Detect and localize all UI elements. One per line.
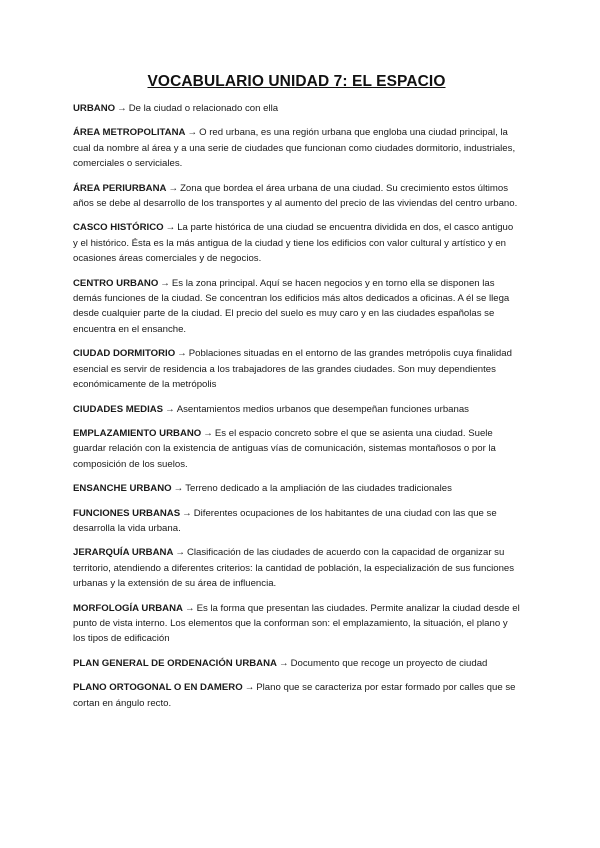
entry-area-periurbana bbox=[73, 181, 520, 212]
term-label: ÁREA METROPOLITANA bbox=[73, 127, 186, 139]
entry-ciudades-medias bbox=[73, 402, 520, 417]
term-label: JERARQUÍA URBANA bbox=[73, 547, 174, 559]
term-label: EMPLAZAMIENTO URBANO bbox=[73, 427, 202, 439]
entry-jerarquia-urbana bbox=[73, 545, 520, 591]
arrow-icon: → bbox=[187, 127, 198, 139]
entry-plan-general-ordenacion-urbana bbox=[73, 656, 520, 671]
definition-text: Es la zona principal. Aquí se hacen negocios y en torno ella se disponen las demás funciones de la ciudad. Se concentran los edificios más altos dedicados a oficinas. A él se llega desde cualquier parte de la ciudad. El precio del suelo es muy caro y en las ciudades españolas se encuentra en el ensanche. bbox=[73, 277, 510, 335]
page-title: VOCABULARIO UNIDAD 7: EL ESPACIO bbox=[147, 73, 446, 90]
entry-ensanche-urbano bbox=[73, 481, 520, 496]
entry-centro-urbano bbox=[73, 276, 520, 338]
term-label: CASCO HISTÓRICO bbox=[73, 222, 164, 234]
definition-text: Documento que recoge un proyecto de ciudad bbox=[290, 657, 488, 669]
term-label: MORFOLOGÍA URBANA bbox=[73, 602, 183, 614]
definition-text: Zona que bordea el área urbana de una ciudad. Su crecimiento estos últimos años se debe al desarrollo de los transportes y al aumento del precio de las viviendas del centro urbano. bbox=[73, 182, 518, 210]
term-label: ENSANCHE URBANO bbox=[73, 483, 172, 495]
term-label: CIUDAD DORMITORIO bbox=[73, 348, 176, 360]
definition-text: Asentamientos medios urbanos que desempeñan funciones urbanas bbox=[176, 403, 469, 415]
definition-text: De la ciudad o relacionado con ella bbox=[128, 103, 279, 114]
arrow-icon: → bbox=[175, 547, 185, 559]
term-label: PLANO ORTOGONAL O EN DAMERO bbox=[73, 682, 243, 694]
definition-text: Clasificación de las ciudades de acuerdo con la capacidad de organizar su territorio, atendiendo a diferentes criterios: la cantidad de población, la especialización de sus funciones urbanas y la extensión de su área de influencia. bbox=[73, 547, 515, 590]
arrow-icon: → bbox=[244, 682, 255, 694]
entry-plano-ortogonal bbox=[73, 680, 520, 711]
arrow-icon: → bbox=[278, 657, 289, 669]
definition-text: Poblaciones situadas en el entorno de las grandes metrópolis cuya finalidad esencial es servir de residencia a los trabajadores de las grandes ciudades. Son muy dependientes económicamente de la metrópolis bbox=[73, 348, 512, 391]
arrow-icon: → bbox=[177, 348, 187, 360]
entry-urbano bbox=[73, 101, 520, 116]
arrow-icon: → bbox=[182, 507, 192, 519]
definition-text: Diferentes ocupaciones de los habitantes de una ciudad con las que se desarrolla la vida urbana. bbox=[73, 507, 497, 534]
arrow-icon: → bbox=[165, 222, 176, 234]
term-label: ÁREA PERIURBANA bbox=[73, 182, 167, 194]
definition-text: O red urbana, es una región urbana que engloba una ciudad principal, la cual da nombre al área y a una serie de ciudades que funcionan como ciudades dormitorio, industriales, comerciales o serviciales. bbox=[73, 127, 516, 170]
arrow-icon: → bbox=[203, 427, 213, 439]
entry-ciudad-dormitorio bbox=[73, 346, 520, 392]
entry-emplazamiento-urbano bbox=[73, 426, 520, 472]
entry-area-metropolitana bbox=[73, 125, 520, 171]
term-label: CIUDADES MEDIAS bbox=[73, 403, 164, 415]
term-label: PLAN GENERAL DE ORDENACIÓN URBANA bbox=[73, 657, 277, 669]
definition-text: Es el espacio concreto sobre el que se asienta una ciudad. Suele guardar relación con la existencia de antiguas vías de comunicación, sistemas montañosos o por la composición de los suelos. bbox=[73, 427, 496, 470]
arrow-icon: → bbox=[160, 277, 170, 289]
entry-morfologia-urbana bbox=[73, 601, 520, 647]
term-label: CENTRO URBANO bbox=[73, 277, 159, 289]
entry-casco-historico bbox=[73, 220, 520, 266]
arrow-icon: → bbox=[184, 602, 195, 614]
arrow-icon: → bbox=[165, 403, 175, 415]
definition-text: Es la forma que presentan las ciudades. Permite analizar la ciudad desde el punto de vista interno. Los elementos que la conforman son: el emplazamiento, la situación, el plano y los tipos de edificación bbox=[73, 602, 520, 645]
entry-funciones-urbanas bbox=[73, 506, 520, 537]
definition-text: La parte histórica de una ciudad se encuentra dividida en dos, el casco antiguo y el histórico. Ésta es la más antigua de la ciudad y tiene los edificios con valor cultural y artístico y en ocasiones áreas comerciales y de negocios. bbox=[73, 222, 514, 265]
term-label: FUNCIONES URBANAS bbox=[73, 507, 181, 519]
definition-text: Plano que se caracteriza por estar formado por calles que se cortan en ángulo recto. bbox=[73, 682, 516, 709]
arrow-icon: → bbox=[173, 483, 184, 495]
term-label: URBANO bbox=[73, 103, 116, 114]
arrow-icon: → bbox=[117, 103, 127, 114]
arrow-icon: → bbox=[168, 182, 179, 194]
definition-text: Terreno dedicado a la ampliación de las ciudades tradicionales bbox=[185, 483, 452, 495]
